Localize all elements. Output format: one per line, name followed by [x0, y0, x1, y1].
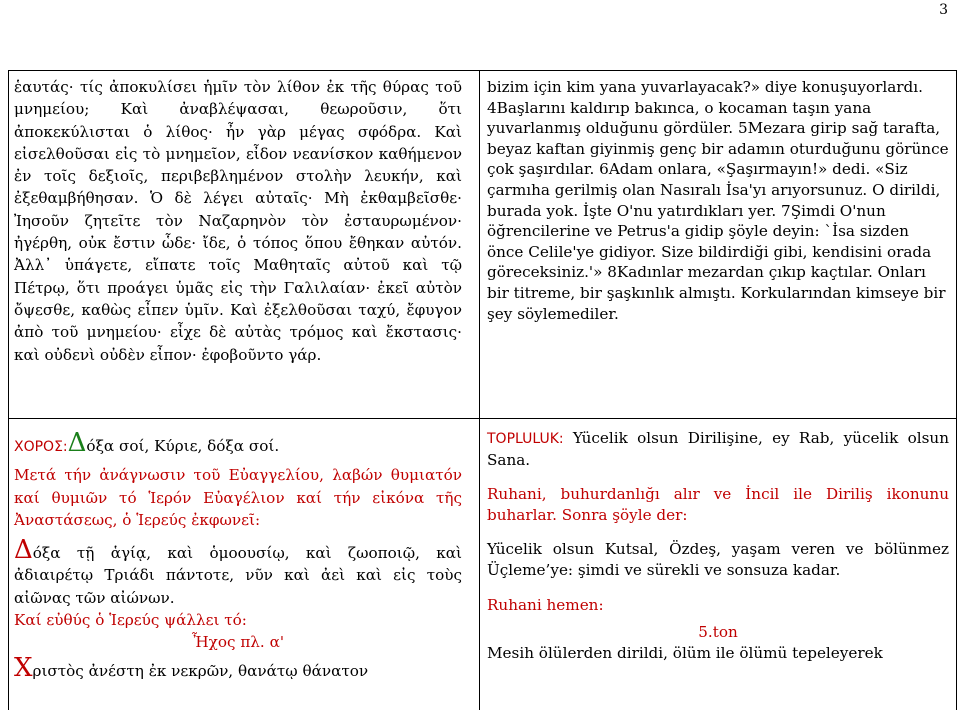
- turkish-rubric: Ruhani, buhurdanlığı alır ve İncil ile Diriliş ikonunu buharlar. Sonra şöyle der:: [487, 485, 949, 524]
- turkish-gospel-text: bizim için kim yana yuvarlayacak?» diye konuşuyorlardı. 4Başlarını kaldırıp bakınca, o kocaman taşın yana yuvarlanmış olduğunu gördüler. 5Mezara girip sağ tarafta, beyaz kaftan giyinmiş genç bir adamın oturduğunu görünce çok şaşırdılar. 6Adam onlara, «Şaşırmayın!» dedi. «Siz çarmıha gerilmiş olan Nasıralı İsa'yı arıyorsunuz. O dirildi, burada yok. İşte O'nu yatırdıkları yer. 7Şimdi O'nun öğrencilerine ve Petrus'a gidip şöyle deyin: `İsa sizden önce Celile'ye gidiyor. Size bildirdiği gibi, kendisini orada göreceksiniz.'» 8Kadınlar mezardan çıkıp kaçtılar. Onları bir titreme, bir şaşkınlık almıştı. Korkularından kimseye bir şey söylemediler.: [487, 78, 949, 323]
- greek-liturgy-cell: [14, 428, 462, 683]
- greek-choir-text: όξα σοί, Κύριε, δόξα σοί.: [86, 437, 280, 455]
- turkish-choir-line: [487, 428, 949, 470]
- greek-choir-line: [14, 428, 462, 458]
- turkish-tone: 5.ton: [698, 623, 738, 642]
- greek-gospel-cell: [14, 76, 462, 366]
- greek-tone: Ἦχος πλ. α': [191, 633, 285, 652]
- greek-doxa-initial: Δ: [14, 535, 33, 566]
- column-divider: [479, 70, 480, 710]
- greek-choir-label: ΧΟΡΟΣ:: [14, 439, 68, 455]
- greek-doxa: [14, 535, 462, 609]
- greek-troparion-text: ριστὸς ἀνέστη ἐκ νεκρῶν, θανάτῳ θάνατον: [32, 661, 369, 680]
- turkish-liturgy-cell: [487, 428, 949, 663]
- greek-troparion-initial: Χ: [14, 652, 33, 683]
- turkish-doxa: Yücelik olsun Kutsal, Özdeş, yaşam veren ve bölünmez Üçleme’ye: şimdi ve sürekli ve sonsuza kadar.: [487, 540, 949, 579]
- table-top-border: [8, 70, 957, 71]
- turkish-choir-text: Yücelik olsun Dirilişine, ey Rab, yücelik olsun Sana.: [487, 429, 949, 469]
- turkish-troparion: Mesih ölülerden dirildi, ölüm ile ölümü tepeleyerek: [487, 643, 883, 662]
- turkish-choir-label: TOPLULUK:: [487, 431, 564, 447]
- page-number: 3: [939, 2, 948, 18]
- greek-troparion: [14, 652, 462, 683]
- greek-doxa-text: όξα τῇ ἁγίᾳ, καὶ ὁμοουσίῳ, καὶ ζωοποιῷ, καὶ ἀδιαιρέτῳ Τριάδι πάντοτε, νῦν καὶ ἀεὶ καὶ εἰς τοὺς αἰῶνας τῶν αἰώνων.: [14, 544, 462, 607]
- greek-gospel-text: ἑαυτάς· τίς ἀποκυλίσει ἡμῖν τὸν λίθον ἐκ τῆς θύρας τοῦ μνημείου; Καὶ ἀναβλέψασαι, θεωροῦσιν, ὅτι ἀποκεκύλισται ὁ λίθος· ἦν γὰρ μέγας σφόδρα. Καὶ εἰσελθοῦσαι εἰς τὸ μνημεῖον, εἶδον νεανίσκον καθήμενον ἐν τοῖς δεξιοῖς, περιβεβλημένον στολὴν λευκήν, καὶ ἐξεθαμβήθησαν. Ὁ δὲ λέγει αὐταῖς· Μὴ ἐκθαμβεῖσθε· Ἰησοῦν ζητεῖτε τὸν Ναζαρηνὸν τὸν ἐσταυρωμένον· ἠγέρθη, οὐκ ἔστιν ὧδε· ἴδε, ὁ τόπος ὅπου ἔθηκαν αὐτόν. Ἀλλ᾽ ὑπάγετε, εἴπατε τοῖς Μαθηταῖς αὐτοῦ καὶ τῷ Πέτρῳ, ὅτι προάγει ὑμᾶς εἰς τὴν Γαλιλαίαν· ἐκεῖ αὐτὸν ὄψεσθε, καθὼς εἶπεν ὑμῖν. Καὶ ἐξελθοῦσαι ταχύ, ἔφυγον ἀπὸ τοῦ μνημείου· εἶχε δὲ αὐτὰς τρόμος καὶ ἔκστασις· καὶ οὐδενὶ οὐδὲν εἶπον· ἐφοβοῦντο γάρ.: [14, 78, 462, 364]
- greek-rubric: Μετά τήν ἀνάγνωσιν τοῦ Εὐαγγελίου, λαβών θυμιατόν καί θυμιῶν τό Ἱερόν Εὐαγέλιον καί τήν εἰκόνα τῆς Ἀναστάσεως, ὁ Ἱερεύς ἐκφωνεῖ:: [14, 466, 462, 529]
- greek-priest-chants: Καί εὐθύς ὁ Ἱερεύς ψάλλει τό:: [14, 611, 247, 630]
- row-divider: [8, 418, 957, 419]
- greek-choir-initial: Δ: [67, 428, 87, 458]
- turkish-gospel-cell: [487, 77, 949, 324]
- table-left-border: [8, 70, 9, 710]
- table-right-border: [956, 70, 957, 710]
- turkish-priest-chants: Ruhani hemen:: [487, 595, 604, 614]
